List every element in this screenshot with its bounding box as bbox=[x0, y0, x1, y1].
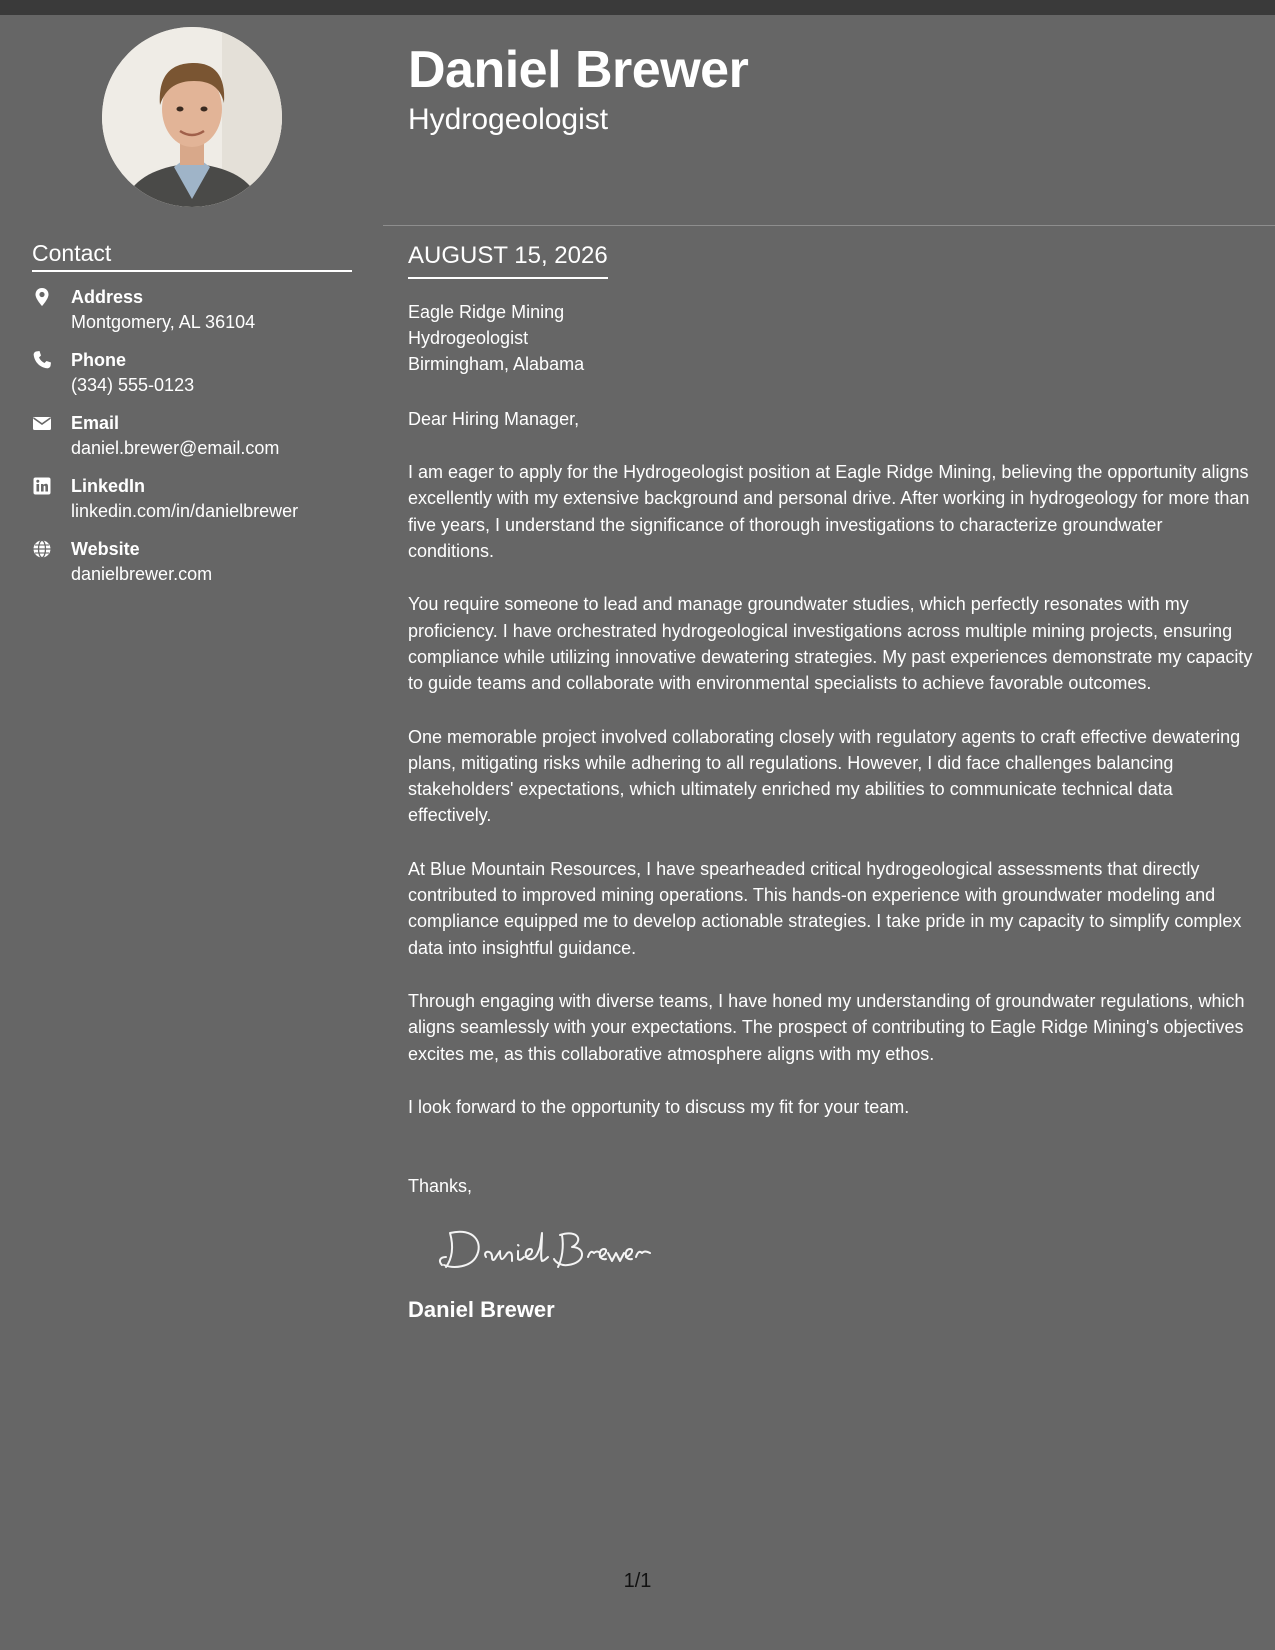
contact-heading: Contact bbox=[32, 240, 352, 272]
contact-item-website[interactable] bbox=[32, 537, 362, 600]
email-link[interactable]: daniel.brewer@email.com bbox=[71, 438, 280, 458]
candidate-name: Daniel Brewer bbox=[408, 41, 749, 99]
recipient-location: Birmingham, Alabama bbox=[408, 354, 585, 375]
top-bar bbox=[0, 0, 1275, 15]
contact-item-address bbox=[32, 285, 362, 348]
page-number: 1/1 bbox=[623, 1570, 652, 1592]
salutation: Dear Hiring Manager, bbox=[408, 409, 580, 430]
contact-value: Montgomery, AL 36104 bbox=[71, 312, 256, 332]
contact-label: Email bbox=[71, 413, 120, 433]
recipient-position: Hydrogeologist bbox=[408, 328, 529, 349]
envelope-icon bbox=[32, 413, 52, 433]
contact-item-linkedin[interactable] bbox=[32, 474, 362, 537]
contact-list bbox=[32, 285, 362, 600]
body-paragraph: I am eager to apply for the Hydrogeologist position at Eagle Ridge Mining, believing the opportunity aligns excellently with my extensive background and personal drive. After working in hydrogeology for more than five years, I understand the significance of thorough investigations to characterize groundwater conditions. bbox=[408, 462, 1250, 562]
contact-label: Phone bbox=[71, 350, 127, 370]
recipient-block bbox=[408, 299, 1253, 377]
website-link[interactable]: danielbrewer.com bbox=[71, 564, 213, 584]
contact-value: (334) 555-0123 bbox=[71, 375, 195, 395]
contact-item-phone bbox=[32, 348, 362, 411]
body-paragraph: I look forward to the opportunity to discuss my fit for your team. bbox=[408, 1096, 910, 1117]
contact-label: Website bbox=[71, 539, 140, 559]
profile-photo bbox=[102, 27, 282, 207]
globe-icon bbox=[32, 539, 52, 559]
contact-label: LinkedIn bbox=[71, 476, 146, 496]
phone-icon bbox=[32, 350, 52, 370]
linkedin-icon bbox=[32, 476, 52, 496]
header-divider bbox=[383, 225, 1275, 226]
body-paragraph: At Blue Mountain Resources, I have spearheaded critical hydrogeological assessments that directly contributed to improved mining operations. This hands-on experience with groundwater modeling and compliance equipped me to develop actionable strategies. I take pride in my capacity to simplify complex data into insightful guidance. bbox=[408, 858, 1242, 958]
body-paragraph: One memorable project involved collaborating closely with regulatory agents to craft effective dewatering plans, mitigating risks while adhering to all regulations. However, I did face challenges balancing stakeholders' expectations, which ultimately enriched my abilities to communicate technical data effectively. bbox=[408, 726, 1241, 826]
body-paragraph: Through engaging with diverse teams, I have honed my understanding of groundwater regulations, which aligns seamlessly with your expectations. The prospect of contributing to Eagle Ridge Mining's objectives excites me, as this collaborative atmosphere aligns with my ethos. bbox=[408, 990, 1245, 1064]
contact-item-email[interactable] bbox=[32, 411, 362, 474]
letter-date: AUGUST 15, 2026 bbox=[408, 240, 608, 279]
job-title: Hydrogeologist bbox=[408, 103, 609, 136]
handwritten-signature bbox=[428, 1217, 1253, 1277]
recipient-company: Eagle Ridge Mining bbox=[408, 302, 565, 323]
linkedin-link[interactable]: linkedin.com/in/danielbrewer bbox=[71, 501, 299, 521]
body-paragraph: You require someone to lead and manage groundwater studies, which perfectly resonates with my proficiency. I have orchestrated hydrogeological investigations across multiple mining projects, ensuring compliance while utilizing innovative dewatering strategies. My past experiences demonstrate my capacity to guide teams and collaborate with environmental specialists to achieve favorable outcomes. bbox=[408, 594, 1253, 694]
contact-label: Address bbox=[71, 287, 144, 307]
closing: Thanks, bbox=[408, 1176, 473, 1197]
letter-body bbox=[408, 240, 1253, 1324]
map-pin-icon bbox=[32, 287, 52, 307]
signer-name: Daniel Brewer bbox=[408, 1297, 555, 1323]
